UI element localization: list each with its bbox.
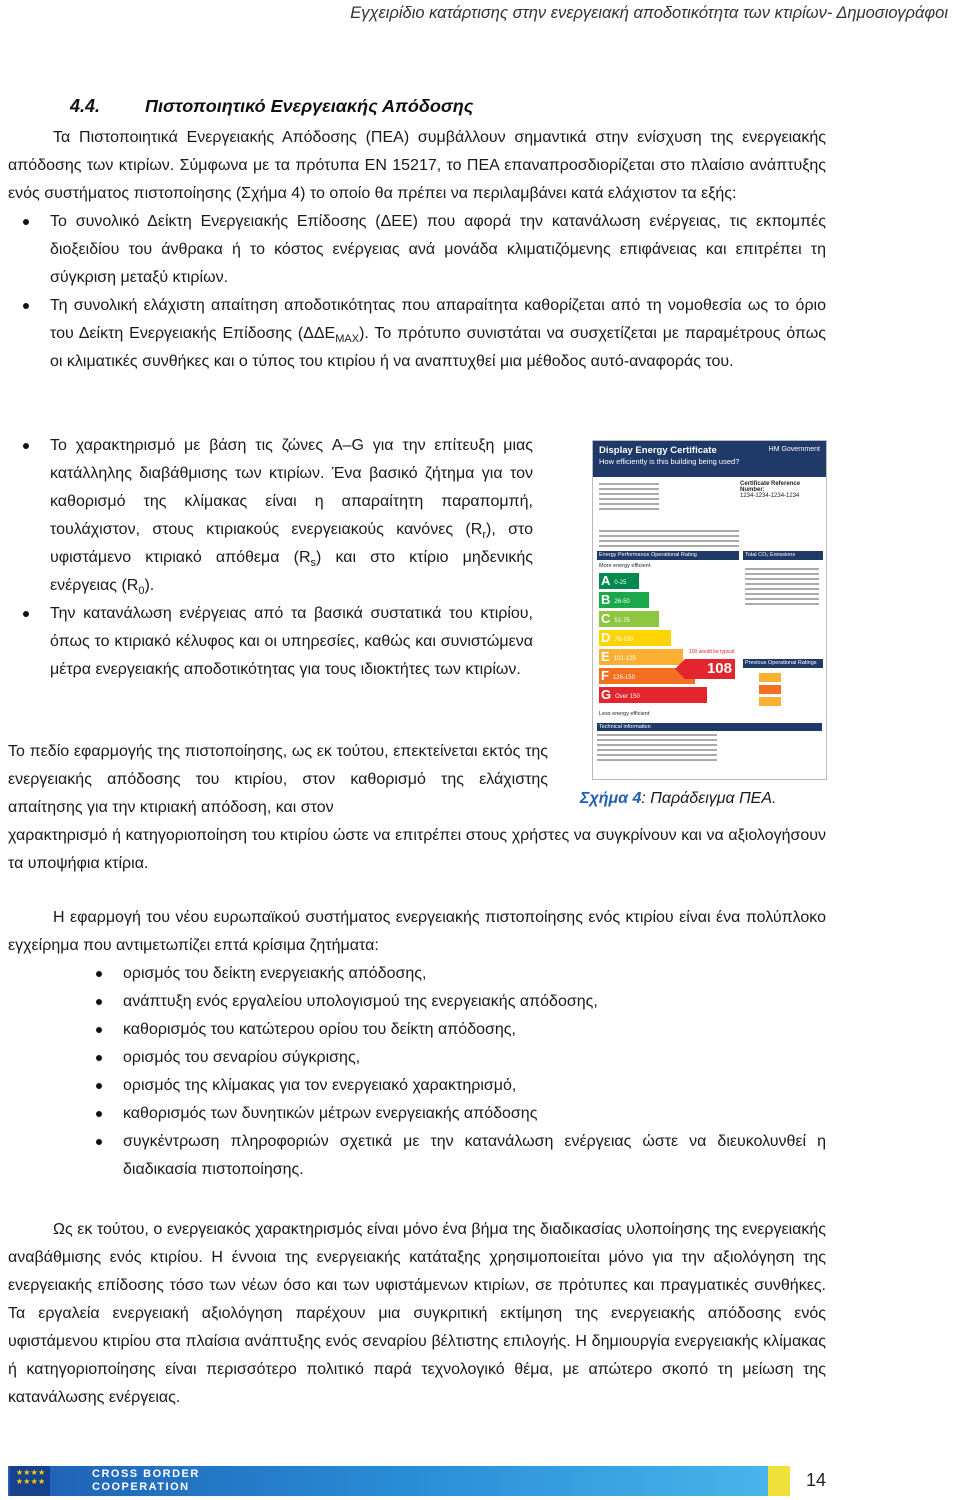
band-letter: E	[601, 649, 610, 664]
list-item: καθορισμός των δυνητικών μέτρων ενεργειακής απόδοσης	[8, 1100, 826, 1128]
subscript: MAX	[335, 333, 360, 346]
prev-rating-bar	[759, 697, 781, 706]
cert-info	[593, 477, 826, 525]
issues-list	[8, 960, 826, 1184]
band-letter: F	[601, 668, 609, 683]
caption-label: Σχήμα 4	[580, 790, 642, 807]
section-body-final	[8, 1216, 826, 1412]
section-title-text: Πιστοποιητικό Ενεργειακής Απόδοσης	[145, 96, 474, 116]
rating-header: Energy Performance Operational Rating	[597, 551, 739, 560]
page-number: 14	[806, 1470, 827, 1490]
prev-rating-bar	[759, 673, 781, 682]
list-item: ανάπτυξη ενός εργαλείου υπολογισμού της ενεργειακής απόδοσης,	[8, 988, 826, 1016]
section-body-top	[8, 124, 826, 376]
current-rating-arrow: 108	[685, 659, 735, 679]
issues-intro-paragraph: Η εφαρμογή του νέου ευρωπαϊκού συστήματος ενεργειακής πιστοποίησης ενός κτιρίου είναι ένα πολύπλοκο εγχείρημα που αντιμετωπίζει επτά κρίσιμα ζητήματα:	[8, 909, 826, 954]
band-range: Over 150	[615, 694, 640, 700]
band-letter: B	[601, 592, 611, 607]
eu-stars-icon: ★ ★ ★ ★ ★ ★ ★ ★	[15, 1468, 45, 1486]
rating-area	[593, 551, 826, 721]
less-efficient-label: Less energy efficient	[599, 711, 650, 717]
scope-paragraph-end: χαρακτηρισμό ή κατηγοριοποίηση του κτιρίου ώστε να επιτρέπει στους χρήστες να συγκρίνουν και να αξιολογήσουν τα υποψήφια κτίρια.	[8, 827, 826, 872]
caption-text: : Παράδειγμα ΠΕΑ.	[641, 790, 777, 807]
band-letter: A	[601, 573, 611, 588]
list-item: Το χαρακτηρισμό με βάση τις ζώνες A–G για την επίτευξη μιας κατάλληλης διαβάθμισης των κτιρίων. Ένα βασικό ζήτημα για τον καθορισμό της κλίμακας είναι η απαραίτητη παραπομπή, τουλάχιστον, στους κτιριακούς ενεργειακούς κανόνες $(R_r)$, στο υφιστάμενο κτιριακό απόθεμα $(R_s)$ και στο κτίριο μηδενικής ενέργειας $(R_0)$.	[8, 432, 533, 600]
prev-rating-bar	[759, 685, 781, 694]
programme-logo: CROSS BORDER COOPERATION	[92, 1468, 200, 1493]
section-body-issues	[8, 904, 826, 1184]
cert-subtitle: How efficiently is this building being used?	[599, 457, 740, 466]
rating-band-g	[599, 687, 707, 703]
band-letter: C	[601, 611, 611, 626]
figure-caption	[580, 790, 776, 808]
ref-label: Certificate Reference Number:	[740, 481, 801, 493]
energy-certificate-figure	[592, 440, 827, 780]
band-range: 126-150	[612, 675, 635, 681]
gov-logo-text: HM Government	[768, 446, 820, 453]
intro-paragraph: Τα Πιστοποιητικά Ενεργειακής Απόδοσης (ΠΕΑ) συμβάλλουν σημαντικά στην ενίσχυση της ενεργειακής απόδοσης των κτιρίων. Σύμφωνα με τα πρότυπα ΕΝ 15217, το ΠΕΑ επαναπροσδιορίζεται στο πλαίσιο ανάπτυξης ενός συστήματος πιστοποίησης (Σχήμα 4) το οποίο θα πρέπει να περιλαμβάνει κατά ελάχιστον τα εξής:	[8, 129, 826, 202]
tech-header: Technical information	[597, 723, 822, 731]
list-item: συγκέντρωση πληροφοριών σχετικά με την κατανάλωση ενέργειας ώστε να διευκολυνθεί η διαδικασία πιστοποίησης.	[8, 1128, 826, 1184]
band-range: 76-100	[614, 637, 634, 643]
footer-accent	[768, 1466, 790, 1496]
cert-title: Display Energy Certificate	[599, 445, 717, 456]
list-item: Τη συνολική ελάχιστη απαίτηση αποδοτικότητας που απαραίτητα καθορίζεται από τη νομοθεσία ως το όριο του Δείκτη Ενεργειακής Επίδοσης $(\Delta\Delta E_{MAX})$. Το πρότυπο συνιστάται να συσχετίζεται με παραμέτρους όπως οι κλιματικές συνθήκες και ο τύπος του κτιρίου ή να αναπτυχθεί μια μέθοδος αυτό-αναφοράς του.	[8, 292, 826, 376]
criteria-list-cont	[8, 432, 533, 684]
cert-header	[593, 441, 826, 477]
band-letter: G	[601, 687, 612, 702]
rating-band-c	[599, 611, 659, 627]
band-letter: D	[601, 630, 611, 645]
typical-label: 100 would be typical	[689, 649, 735, 655]
section-body-narrow	[8, 432, 533, 684]
section-title	[70, 96, 473, 117]
running-header: Εγχειρίδιο κατάρτισης στην ενεργειακή αποδοτικότητα των κτιρίων- Δημοσιογράφοι	[350, 4, 948, 22]
rating-band-d	[599, 630, 671, 646]
more-efficient-label: More energy efficient	[599, 563, 651, 569]
technical-info	[593, 721, 826, 779]
list-item: ορισμός του δείκτη ενεργειακής απόδοσης,	[8, 960, 826, 988]
previous-ratings-header: Previous Operational Ratings	[743, 659, 823, 668]
band-range: 26-50	[614, 599, 630, 605]
list-item: Το συνολικό Δείκτη Ενεργειακής Επίδοσης (ΔΕΕ) που αφορά την κατανάλωση ενέργειας, τις εκπομπές διοξειδίου του άνθρακα ή το κόστος ενέργειας ανά μονάδα κλιματιζόμενης επιφάνειας και επιτρέπει τη σύγκριση μεταξύ κτιρίων.	[8, 208, 826, 292]
list-item: ορισμός της κλίμακας για τον ενεργειακό χαρακτηρισμό,	[8, 1072, 826, 1100]
list-item: Την κατανάλωση ενέργειας από τα βασικά συστατικά του κτιρίου, όπως το κτιριακό κέλυφος και οι υπηρεσίες, καθώς και συνιστώμενα μέτρα ενεργειακής αποδοτικότητας για τους ιδιοκτήτες των κτιρίων.	[8, 600, 533, 684]
scope-paragraph-start: Το πεδίο εφαρμογής της πιστοποίησης, ως εκ τούτου, επεκτείνεται εκτός της ενεργειακής απόδοσης του κτιρίου, στον καθορισμό της ελάχιστης απαίτησης για την κτιριακή απόδοση, και στον	[8, 743, 548, 816]
list-item: καθορισμός του κατώτερου ορίου του δείκτη απόδοσης,	[8, 1016, 826, 1044]
final-paragraph: Ως εκ τούτου, ο ενεργειακός χαρακτηρισμός είναι μόνο ένα βήμα της διαδικασίας υλοποίησης της ενεργειακής αναβάθμισης ενός κτιρίου. Η έννοια της ενεργειακής κατάταξης χρησιμοποιείται μόνο για την αξιολόγηση της ενεργειακής επίδοσης τόσο των νέων όσο και των υφιστάμενων κτιρίων, σε πρότυπες και πραγματικές συνθήκες. Τα εργαλεία ενεργειακή αξιολόγηση παρέχουν μια συγκριτική εκτίμηση της ενεργειακής απόδοσης ενός υφιστάμενου κτιρίου στα πλαίσια ανάπτυξης ενός σεναρίου βέλτιστης επιλογής. Η δημιουργία ενεργειακής κλίμακας ή κατηγοριοποίησης είναι περισσότερο πολιτικό παρά τεχνολογικό θέμα, με απώτερο σκοπό τη μείωση της κατανάλωσης ενέργειας.	[8, 1221, 826, 1406]
co2-header: Total CO₂ Emissions	[743, 551, 823, 560]
band-range: 51-75	[614, 618, 630, 624]
section-number: 4.4.	[70, 96, 101, 116]
band-range: 101-125	[613, 656, 636, 662]
rating-band-b	[599, 592, 649, 608]
rating-band-e	[599, 649, 683, 665]
cert-description	[593, 525, 826, 551]
list-item: ορισμός του σεναρίου σύγκρισης,	[8, 1044, 826, 1072]
criteria-list	[8, 208, 826, 376]
ref-value: 1234-1234-1234-1234	[740, 493, 800, 499]
rating-band-a	[599, 573, 639, 589]
band-range: 0-25	[614, 580, 627, 586]
